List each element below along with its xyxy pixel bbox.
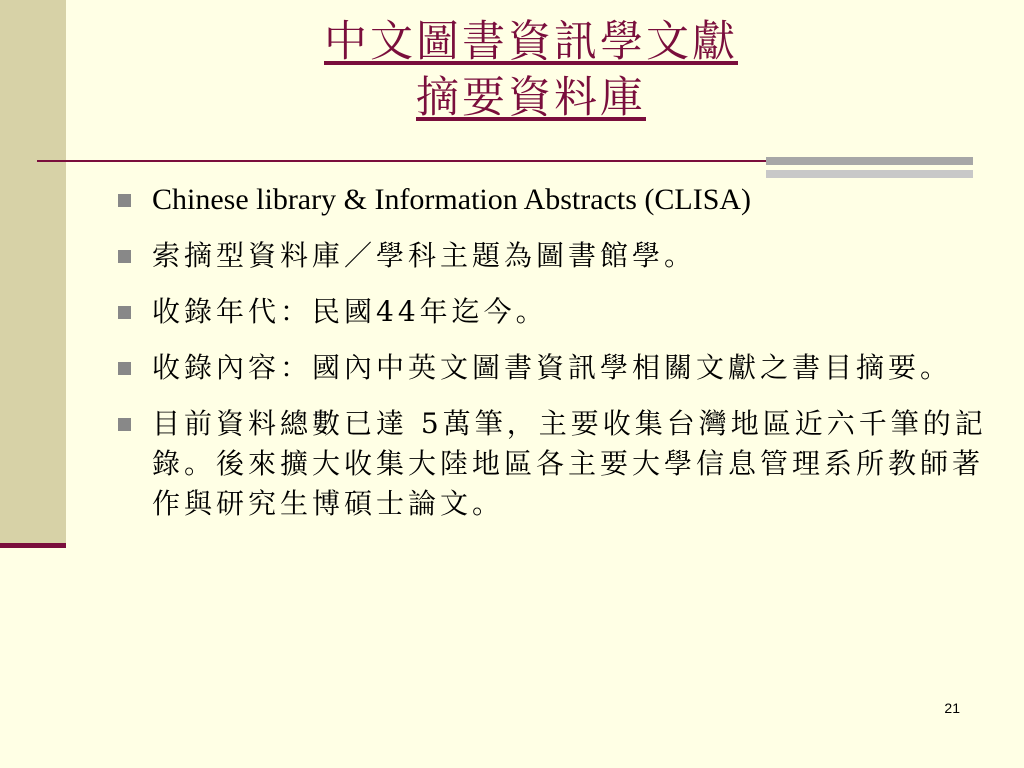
bullet-item [118, 404, 998, 524]
title-divider-line [37, 160, 767, 162]
bullet-item [118, 180, 998, 220]
bullet-list [118, 180, 998, 540]
slide-title-line-2: 摘要資料庫 [416, 73, 646, 123]
title-gray-bar [766, 157, 973, 165]
bullet-text: 索摘型資料庫／學科主題為圖書館學。 [152, 239, 697, 272]
square-bullet-icon [118, 418, 131, 431]
square-bullet-icon [118, 194, 131, 207]
page-number: 21 [944, 700, 960, 716]
bullet-item [118, 236, 998, 276]
bullet-text: Chinese library & Information Abstracts (CLISA) [152, 183, 752, 216]
left-decorative-band [0, 0, 66, 548]
bullet-text: 收錄年代：民國44年迄今。 [152, 295, 548, 328]
square-bullet-icon [118, 362, 131, 375]
square-bullet-icon [118, 250, 131, 263]
bullet-text: 收錄內容：國內中英文圖書資訊學相關文獻之書目摘要。 [152, 351, 953, 384]
bullet-item [118, 348, 998, 388]
square-bullet-icon [118, 306, 131, 319]
title-gray-bar-lower [766, 170, 973, 178]
slide-title [66, 14, 996, 126]
bullet-text: 目前資料總數已達 5萬筆，主要收集台灣地區近六千筆的記錄。後來擴大收集大陸地區各主要大學信息管理系所教師著作與研究生博碩士論文。 [152, 407, 987, 520]
bullet-item [118, 292, 998, 332]
slide-title-line-1: 中文圖書資訊學文獻 [324, 17, 738, 67]
